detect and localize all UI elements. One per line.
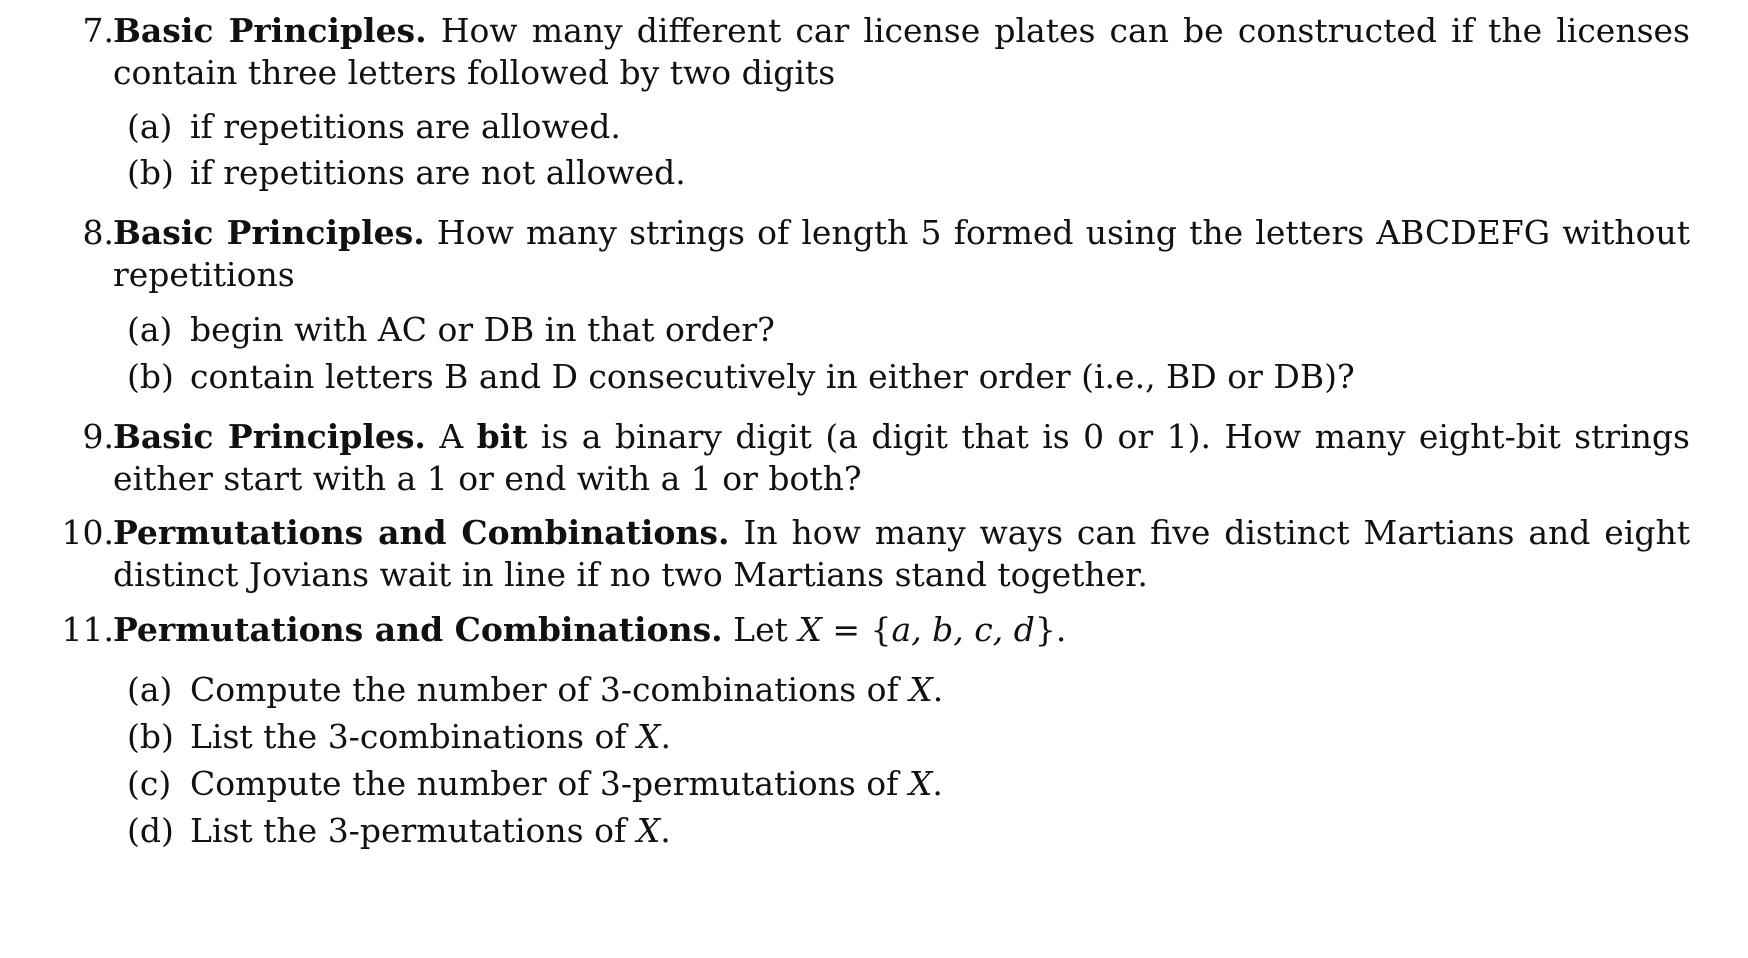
math-variable: X xyxy=(909,670,933,709)
problem-statement xyxy=(113,512,1690,596)
math-variable: X xyxy=(637,717,661,756)
defined-term: bit xyxy=(476,417,528,456)
problem-text: Let xyxy=(733,610,788,649)
set-close: }. xyxy=(1034,610,1067,649)
part-text: contain letters B and D consecutively in either order (i.e., BD or DB)? xyxy=(190,357,1355,396)
part-end: . xyxy=(932,764,943,803)
part-label: (b) xyxy=(127,717,174,756)
problem-heading: Basic Principles. xyxy=(113,213,425,252)
part-text xyxy=(190,810,671,852)
part-text-body: Compute the number of 3-permutations of xyxy=(190,764,899,803)
part-end: . xyxy=(932,670,944,709)
problem-text: How many different car license plates can be constructed if the licenses contain three letters followed by two digits xyxy=(113,11,1690,92)
part-label: (a) xyxy=(127,107,173,146)
part-text-body: List the 3-combinations of xyxy=(190,717,627,756)
part-label: (c) xyxy=(127,764,172,803)
problem-statement xyxy=(113,609,1690,651)
problem-11 xyxy=(50,609,1690,651)
math-variable: X xyxy=(908,764,933,803)
problem-text-continued: is a binary digit (a digit that is 0 or 1). How many eight-bit strings either start with a 1 or end with a 1 or both? xyxy=(113,417,1690,498)
problem-text: A xyxy=(439,417,464,456)
problem-text: How many strings of length 5 formed using the letters ABCDEFG without repetitions xyxy=(113,213,1690,294)
part-text-body: List the 3-permutations of xyxy=(190,811,627,850)
part-text: if repetitions are allowed. xyxy=(190,107,621,146)
part-label: (b) xyxy=(127,153,174,192)
part-text-body: Compute the number of 3-combinations of xyxy=(190,670,899,709)
problem-number: 10. xyxy=(61,513,114,552)
problem-heading: Permutations and Combinations. xyxy=(113,513,730,552)
part-text: if repetitions are not allowed. xyxy=(190,153,686,192)
math-variable: X xyxy=(798,610,822,649)
problem-heading: Basic Principles. xyxy=(113,417,426,456)
part-end: . xyxy=(660,717,672,756)
problem-heading: Permutations and Combinations. xyxy=(113,610,723,649)
problem-number: 8. xyxy=(82,213,114,252)
part-text xyxy=(190,763,943,805)
problem-number: 11. xyxy=(61,610,114,649)
part-label: (a) xyxy=(127,670,173,709)
problem-9 xyxy=(50,416,1690,500)
problem-heading: Basic Principles. xyxy=(113,11,427,50)
problem-10 xyxy=(50,512,1690,596)
problem-text: In how many ways can five distinct Martians and eight distinct Jovians wait in line if no two Martians stand together. xyxy=(113,513,1690,594)
part-label: (d) xyxy=(127,811,174,850)
problem-number: 7. xyxy=(82,11,114,50)
set-elements: a, b, c, d xyxy=(891,610,1035,649)
problem-statement xyxy=(113,10,1690,94)
problem-number: 9. xyxy=(82,417,114,456)
part-text xyxy=(190,716,671,758)
problem-statement xyxy=(113,416,1690,500)
problem-8 xyxy=(50,212,1690,296)
problem-statement xyxy=(113,212,1690,296)
math-variable: X xyxy=(636,811,661,850)
part-label: (b) xyxy=(127,357,174,396)
part-text: begin with AC or DB in that order? xyxy=(190,310,775,349)
part-label: (a) xyxy=(127,310,173,349)
set-open: = { xyxy=(832,610,892,649)
part-end: . xyxy=(660,811,671,850)
part-text xyxy=(190,669,943,711)
problem-7 xyxy=(50,10,1690,94)
